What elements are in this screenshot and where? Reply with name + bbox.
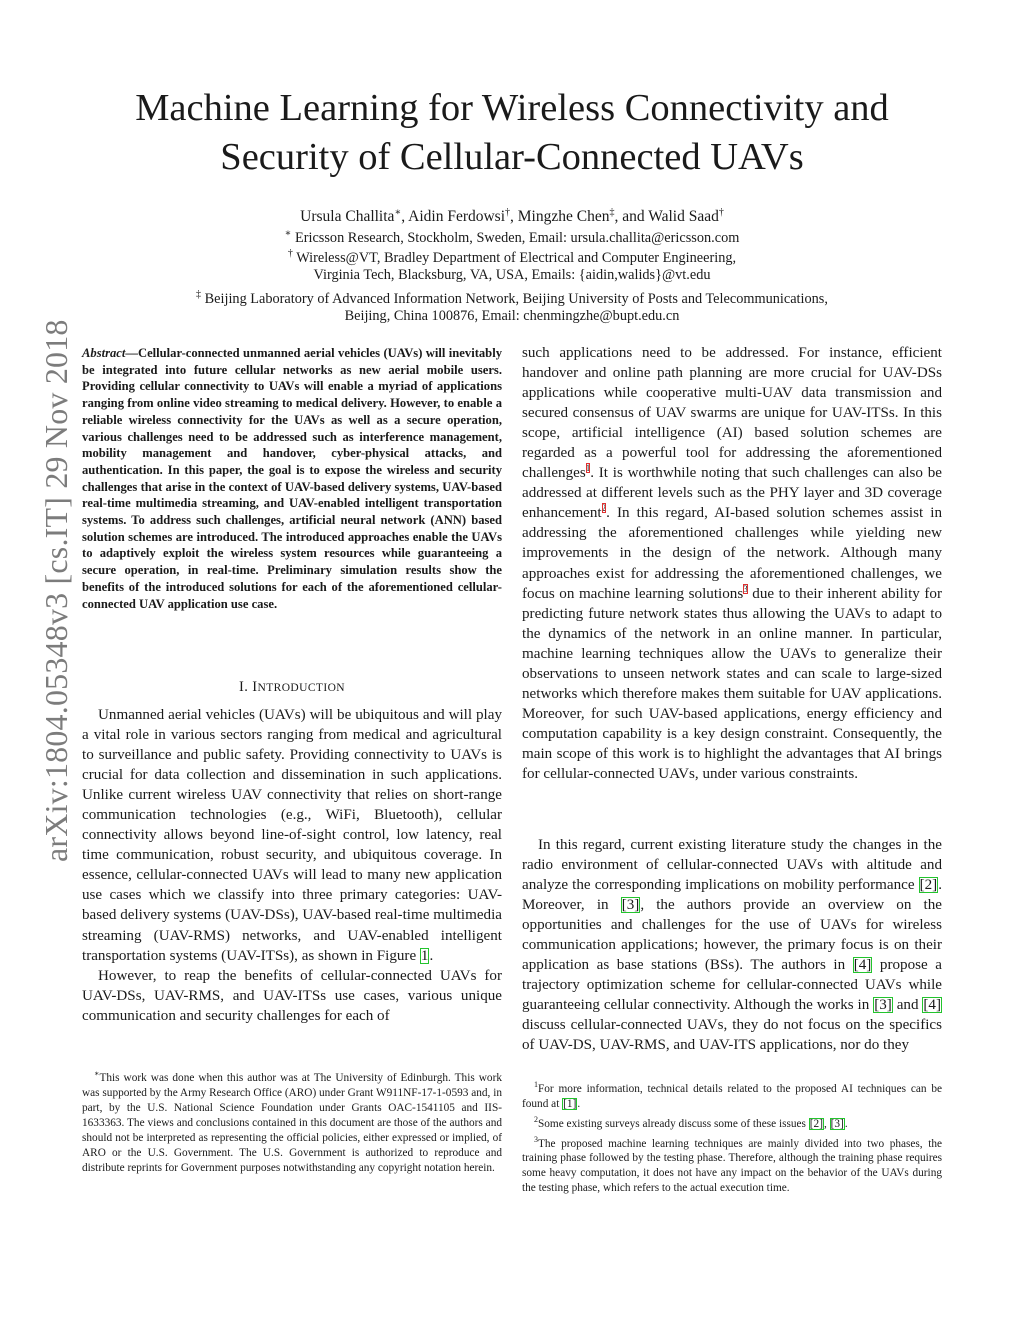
affiliation-line: Beijing, China 100876, Email: chenmingzhe@bupt.edu.cn (344, 308, 680, 324)
paragraph-text: . Moreover, in (522, 877, 942, 914)
footnote-mark: ∗ (94, 1069, 100, 1078)
affiliation-mark: ‡ (196, 289, 202, 300)
arxiv-identifier: arXiv:1804.05348v3 [cs.IT] 29 Nov 2018 (38, 319, 74, 862)
footnote (522, 1077, 942, 1112)
footnote (82, 1066, 502, 1176)
author-mark: † (718, 207, 724, 218)
paragraph-text: discuss cellular-connected UAVs, they do not focus on the specifics of UAV-DS, UAV-RMS, and UAV-ITS applications, nor do they (522, 1017, 942, 1054)
footnote-text: Some existing surveys already discuss some of these issues (538, 1117, 809, 1130)
footnote-mark: 1 (534, 1080, 538, 1089)
footnote-mark: 2 (534, 1114, 538, 1124)
footnote-mark: 3 (534, 1134, 538, 1144)
citation-link[interactable]: [3] (874, 997, 892, 1014)
author-mark: ‡ (609, 207, 615, 218)
section-title-rest: NTRODUCTION (257, 682, 345, 694)
right-column-body (522, 343, 942, 784)
citation-link[interactable]: [4] (923, 997, 942, 1014)
author-separator: , (510, 208, 518, 226)
footnote-text: For more information, technical details related to the proposed AI techniques can be found at (522, 1082, 942, 1110)
footnotes (522, 1077, 942, 1196)
paragraph: However, to reap the benefits of cellular-connected UAVs for UAV-DSs, UAV-RMS, and UAV-ITSs use cases, various unique communication and security challenges for each of (82, 967, 502, 1024)
author-mark: † (505, 207, 511, 218)
citation-link[interactable]: [4] (853, 957, 872, 974)
footnote (522, 1132, 942, 1197)
citation-link[interactable]: [1] (563, 1097, 577, 1110)
paper-title (60, 84, 964, 182)
footnote-text: , (823, 1117, 830, 1130)
citation-link[interactable]: [3] (830, 1117, 844, 1130)
footnote-text: This work was done when this author was at The University of Edinburgh. This work was supported by the Army Research Office (ARO) under Grant W911NF-17-1-0593 and, in part, by the U.S. National Science Foundation under Grants OAC-1541105 and IIS-1633363. The views and conclusions contained in this document are those of the authors and should not be interpreted as representing the official policies, either expressed or implied, of ARO or the U.S. Government. The U.S. Government is authorized to reproduce and distribute reprints for Government purposes notwithstanding any copyright notation herein. (82, 1071, 502, 1174)
affiliation-mark: † (287, 248, 293, 259)
paragraph-text: Unmanned aerial vehicles (UAVs) will be ubiquitous and will play a vital role in various sectors ranging from medical and agricultural to surveillance and public safety. Providing connectivity to UAVs is crucial for data collection and dissemination in such applications. Unlike current wireless UAV connectivity that relies on short-range communication technologies (e.g., WiFi, Bluetooth), cellular connectivity allows beyond line-of-sight control, low latency, real time communication, robust security, and ubiquitous coverage. In essence, cellular-connected UAVs will lead to many new application use cases which we classify into three primary categories: UAV-based delivery systems (UAV-DSs), UAV-based real-time multimedia streaming (UAV-RMS) networks, and UAV-enabled intelligent transportation systems (UAV-ITSs), as shown in Figure (82, 707, 502, 964)
paragraph-text: such applications need to be addressed. For instance, efficient handover and online path planning are more crucial for UAV-DSs applications while cooperative multi-UAV data transmission and secured consensus of UAV swarms are unique for UAV-ITSs. In this scope, artificial intelligence (AI) based solution schemes are regarded as a powerful tool for addressing the aforementioned challenges (522, 345, 942, 482)
footnote (522, 1112, 942, 1132)
footnote-affiliation (82, 1066, 502, 1176)
title-line-2: Security of Cellular-Connected UAVs (220, 136, 804, 178)
paragraph-text: propose a trajectory optimization scheme for cellular-connected UAVs while guaranteeing cellular connectivity. Although the works in (522, 957, 942, 1014)
section-heading-introduction (82, 679, 502, 696)
citation-link[interactable]: [2] (809, 1117, 823, 1130)
paragraph (522, 343, 942, 784)
citation-link[interactable]: [3] (621, 897, 640, 914)
section-numeral: I. I (239, 679, 258, 695)
paragraph-text: , the authors provide an overview on the opportunities and challenges for the use of UAVs for wireless communication applications; however, the primary focus is on their application as base stations (BSs). The authors in (522, 897, 942, 974)
paragraph-text: In this regard, current existing literature study the changes in the radio environment of cellular-connected UAVs with altitude and analyze the corresponding implications on mobility performance (522, 837, 942, 894)
affiliation-text: Beijing Laboratory of Advanced Information Network, Beijing University of Posts and Telecommunications, (201, 290, 828, 307)
abstract-text: —Cellular-connected unmanned aerial vehicles (UAVs) will inevitably be integrated into future cellular networks as new aerial mobile users. Providing cellular connectivity to UAVs will enable a myriad of applications ranging from online video streaming to medical delivery. However, to enable a reliable wireless connectivity for the UAVs as well as a secure operation, various challenges need to be addressed such as interference management, mobility management and handover, cyber-physical attacks, and authentication. In this paper, the goal is to expose the wireless and security challenges that arise in the context of UAV-based delivery systems, UAV-based real-time multimedia streaming, and UAV-enabled intelligent transportation systems. To address such challenges, artificial neural network (ANN) based solution schemes are introduced. The introduced approaches enable the UAVs to adaptively exploit the wireless system resources while guaranteeing a secure operation, in real-time. Preliminary simulation results show the benefits of the introduced solutions for each of the aforementioned cellular-connected UAV application use case. (82, 346, 502, 611)
affiliation-mark: ∗ (284, 228, 292, 239)
title-line-1: Machine Learning for Wireless Connectivity and (135, 87, 889, 129)
paragraph-text: . (429, 947, 434, 964)
paragraph (82, 705, 502, 966)
footnote-text: . (577, 1097, 581, 1110)
affiliation-line: Virginia Tech, Blacksburg, VA, USA, Emails: {aidin,walids}@vt.edu (313, 267, 711, 283)
footnote-text: . (844, 1117, 848, 1130)
author-name: Ursula Challita (300, 208, 395, 226)
citation-link[interactable]: [2] (919, 877, 938, 894)
paragraph-text: . It is worthwhile noting that such challenges can also be addressed at different levels such as the PHY layer and 3D coverage enhancement (522, 465, 942, 522)
footnote-link[interactable]: 3 (743, 583, 748, 594)
affiliation-text: Wireless@VT, Bradley Department of Electrical and Computer Engineering, (292, 249, 737, 266)
footnote-link[interactable]: 2 (601, 503, 607, 514)
paragraph-text: and (892, 997, 923, 1014)
footnote-text: The proposed machine learning techniques are mainly divided into two phases, the training phase followed by the testing phase. Therefore, although the training phase requires some heavy computation, it does not have any impact on the behavior of the UAVs during the testing phase, which refers to the actual execution time. (522, 1137, 942, 1195)
affiliation-text: Ericsson Research, Stockholm, Sweden, Email: ursula.challita@ericsson.com (291, 229, 740, 246)
author-separator: , (401, 208, 409, 226)
abstract-label: Abstract (82, 346, 126, 360)
introduction-body (82, 705, 502, 1026)
right-column-related-work (522, 835, 942, 1056)
author-name: Walid Saad (648, 208, 719, 226)
abstract (82, 345, 502, 612)
footnote-link[interactable]: 1 (585, 463, 591, 474)
figure-reference-link[interactable]: 1 (420, 947, 429, 964)
paragraph-text: . In this regard, AI-based solution schemes assist in addressing the aforementioned challenges while yielding new improvements in the design of the network. Although many approaches exist for addressing the aforementioned challenges, we focus on machine learning solutions (522, 505, 942, 602)
author-name: Mingzhe Chen (517, 208, 610, 226)
author-separator: , and (614, 208, 649, 226)
paragraph-text: due to their inherent ability for predicting future network states thus allowing the UAVs to adapt to the dynamics of the network in an online manner. In particular, machine learning techniques allow the UAVs to generalize their observations to unseen network states and can scale to large-sized networks which therefore makes them suitable for UAV applications. Moreover, for such UAV-based applications, energy efficiency and computation capability is a key design constraint. Consequently, the main scope of this work is to highlight the advantages that AI brings for cellular-connected UAVs, under various constraints. (522, 585, 942, 782)
author-mark: ∗ (394, 207, 402, 218)
paragraph (522, 835, 942, 1056)
author-name: Aidin Ferdowsi (408, 208, 506, 226)
